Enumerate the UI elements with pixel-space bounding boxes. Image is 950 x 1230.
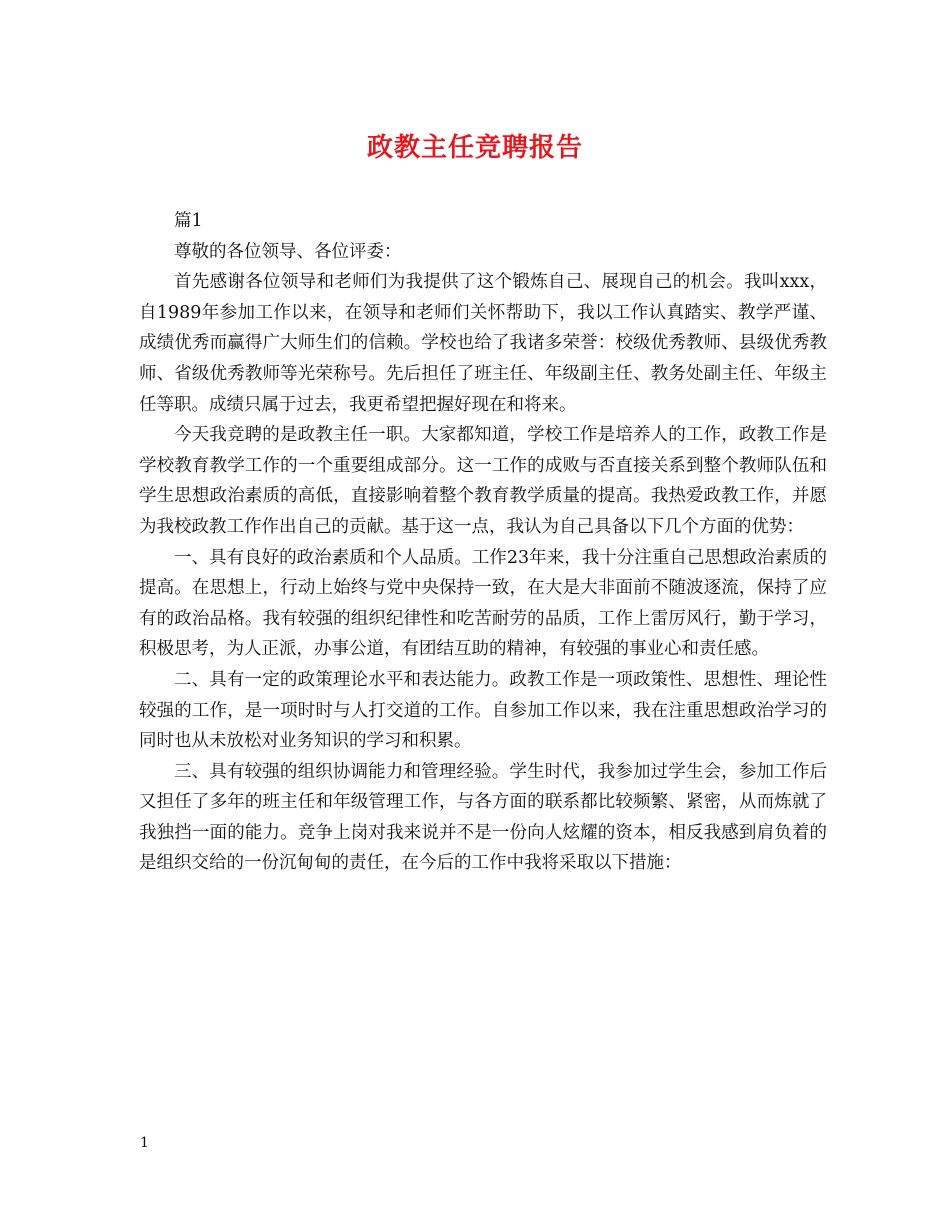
section-label: 篇1 xyxy=(174,211,203,231)
page-number: 1 xyxy=(140,1135,149,1151)
paragraph-position: 今天我竞聘的是政教主任一职。大家都知道，学校工作是培养人的工作，政教工作是学校教育教学工作的一个重要组成部分。这一工作的成败与否直接关系到整个教师队伍和学生思想政治素质的高低，直接影响着整个教育教学质量的提高。我热爱政教工作，并愿为我校政教工作作出自己的贡献。基于这一点，我认为自己具备以下几个方面的优势： xyxy=(139,425,827,537)
document-title: 政教主任竞聘报告 xyxy=(366,133,583,163)
salutation: 尊敬的各位领导、各位评委： xyxy=(174,241,402,262)
paragraph-advantage-2: 二、具有一定的政策理论水平和表达能力。政教工作是一项政策性、思想性、理论性较强的工作，是一项时时与人打交道的工作。自参加工作以来，我在注重思想政治学习的同时也从未放松对业务知识的学习和积累。 xyxy=(139,669,827,752)
document-body xyxy=(139,206,827,879)
paragraph-intro: 首先感谢各位领导和老师们为我提供了这个锻炼自己、展现自己的机会。我叫xxx，自1989年参加工作以来，在领导和老师们关怀帮助下，我以工作认真踏实、教学严谨、成绩优秀而赢得广大师生们的信赖。学校也给了我诸多荣誉：校级优秀教师、县级优秀教师、省级优秀教师等光荣称号。先后担任了班主任、年级副主任、教务处副主任、年级主任等职。成绩只属于过去，我更希望把握好现在和将来。 xyxy=(139,272,827,415)
paragraph-advantage-1: 一、具有良好的政治素质和个人品质。工作23年来，我十分注重自己思想政治素质的提高。在思想上，行动上始终与党中央保持一致，在大是大非面前不随波逐流，保持了应有的政治品格。我有较强的组织纪律性和吃苦耐劳的品质，工作上雷厉风行，勤于学习，积极思考，为人正派，办事公道，有团结互助的精神，有较强的事业心和责任感。 xyxy=(139,547,827,660)
paragraph-advantage-3: 三、具有较强的组织协调能力和管理经验。学生时代，我参加过学生会，参加工作后又担任了多年的班主任和年级管理工作，与各方面的联系都比较频繁、紧密，从而炼就了我独挡一面的能力。竞争上岗对我来说并不是一份向人炫耀的资本，相反我感到肩负着的是组织交给的一份沉甸甸的责任，在今后的工作中我将采取以下措施： xyxy=(139,761,827,874)
